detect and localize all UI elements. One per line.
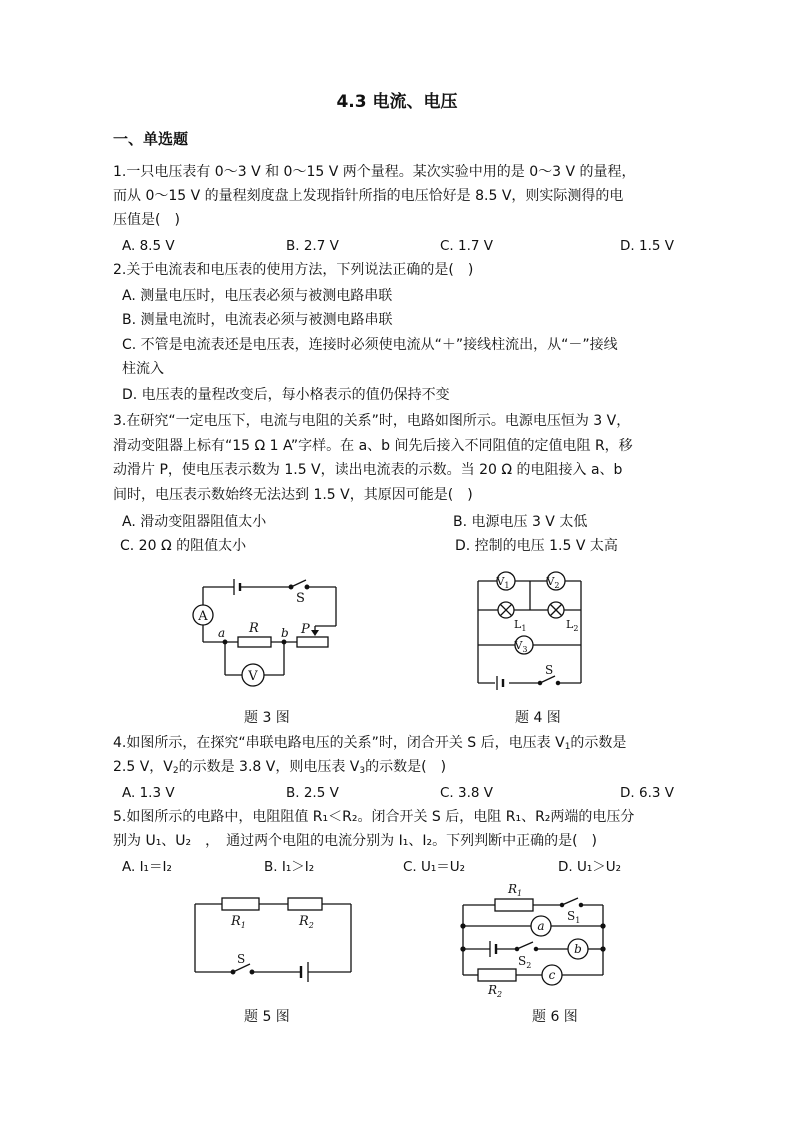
label-meter-b: b [574,942,582,956]
label-v1: $V_1$ [496,575,510,590]
section-heading: 一、单选题 [113,130,189,148]
q3-line-1: 3.在研究“一定电压下，电流与电阻的关系”时，电路如图所示。电源电压恒为 3 V， [113,413,631,429]
q1-option-b: B. 2.7 V [286,238,339,254]
figure-5-circuit [190,890,360,982]
rheostat [297,637,328,647]
label-s1: $S_1$ [567,909,581,925]
q3-option-c: C. 20 Ω 的阻值太小 [120,538,247,554]
label-r2: $R_2$ [488,983,503,999]
q2-option-c: C. 不管是电流表还是电压表，连接时必须使电流从“＋”接线柱流出，从“－”接线 [122,337,618,353]
q4-option-c: C. 3.8 V [440,785,494,801]
q2-option-d: D. 电压表的量程改变后，每小格表示的值仍保持不变 [122,387,450,403]
q5-option-a: A. I₁＝I₂ [122,859,172,875]
label-r1: $R_1$ [231,914,246,930]
page-title: 4.3 电流、电压 [336,92,458,112]
resistor-r2 [288,898,322,910]
q5-option-b: B. I₁＞I₂ [264,859,315,875]
q1-option-c: C. 1.7 V [440,238,494,254]
label-meter-a: a [537,919,545,933]
switch-s2-blade [517,942,533,949]
label-s: S [237,952,246,966]
resistor-r [238,637,271,647]
label-b: b [281,626,289,640]
q3-option-d: D. 控制的电压 1.5 V 太高 [455,538,618,554]
label-v2: $V_2$ [546,575,560,590]
q4-option-b: B. 2.5 V [286,785,339,801]
switch-blade [291,580,306,587]
q4-line-1: 4.如图所示，在探究“串联电路电压的关系”时，闭合开关 S 后，电压表 $V_1$的示数是 [113,735,627,752]
q4-option-a: A. 1.3 V [122,785,175,801]
label-a: a [218,626,226,640]
label-v3: $V_3$ [514,639,528,654]
q3-line-2: 滑动变阻器上标有“15 Ω 1 A”字样。在 a、b 间先后接入不同阻值的定值电阻 R，移 [113,438,633,454]
label-s: S [545,663,554,677]
q4-line-2: 2.5 V，$V_2$的示数是 3.8 V，则电压表 $V_3$的示数是( ) [113,759,447,776]
label-l2: $L_2$ [566,618,579,633]
q5-option-c: C. U₁＝U₂ [403,859,466,875]
resistor-r2 [478,969,516,981]
figure-3-caption: 题 3 图 [244,710,290,726]
figure-6-caption: 题 6 图 [532,1009,578,1025]
q1-line-2: 而从 0～15 V 的量程刻度盘上发现指针所指的电压恰好是 8.5 V，则实际测得的电 [113,188,624,204]
figure-6-circuit [458,880,608,999]
label-a-meter: A [198,609,208,624]
figure-4-caption: 题 4 图 [515,710,561,726]
q5-line-1: 5.如图所示的电路中，电阻阻值 R₁＜R₂。闭合开关 S 后，电阻 R₁、R₂两端的电压分 [113,809,635,825]
q2-stem: 2.关于电流表和电压表的使用方法，下列说法正确的是( ) [113,262,474,278]
figure-3-circuit [185,570,345,692]
q2-option-a: A. 测量电压时，电压表必须与被测电路串联 [122,288,393,304]
q3-option-b: B. 电源电压 3 V 太低 [453,514,588,530]
q1-line-3: 压值是( ) [113,212,180,228]
label-p: P [301,622,310,637]
q1-line-1: 1.一只电压表有 0～3 V 和 0～15 V 两个量程。某次实验中用的是 0～3 V 的量程， [113,164,636,180]
q5-option-d: D. U₁＞U₂ [558,859,622,875]
label-s: S [296,591,305,606]
q3-line-3: 动滑片 P，使电压表示数为 1.5 V，读出电流表的示数。当 20 Ω 的电阻接入 a、b [113,462,623,478]
label-r2: $R_2$ [299,914,314,930]
q4-option-d: D. 6.3 V [620,785,674,801]
label-v: V [248,669,258,684]
q3-option-a: A. 滑动变阻器阻值太小 [122,514,267,530]
slider-arrow [311,630,319,636]
q1-option-a: A. 8.5 V [122,238,175,254]
q3-line-4: 间时，电压表示数始终无法达到 1.5 V，其原因可能是( ) [113,487,473,503]
figure-5-caption: 题 5 图 [244,1009,290,1025]
q1-option-d: D. 1.5 V [620,238,674,254]
q5-line-2: 别为 U₁、U₂ ， 通过两个电阻的电流分别为 I₁、I₂。下列判断中正确的是( ) [113,833,598,849]
switch-s1-blade [562,898,578,905]
resistor-r1 [495,899,533,911]
label-r1: $R_1$ [508,882,523,898]
label-r: R [249,621,259,636]
resistor-r1 [222,898,259,910]
figure-4-circuit [470,570,590,690]
label-l1: $L_1$ [514,618,527,633]
label-s2: $S_2$ [518,954,532,970]
q2-option-b: B. 测量电流时，电流表必须与被测电路串联 [122,312,393,328]
q2-option-c-cont: 柱流入 [122,361,164,377]
label-meter-c: c [548,968,556,982]
